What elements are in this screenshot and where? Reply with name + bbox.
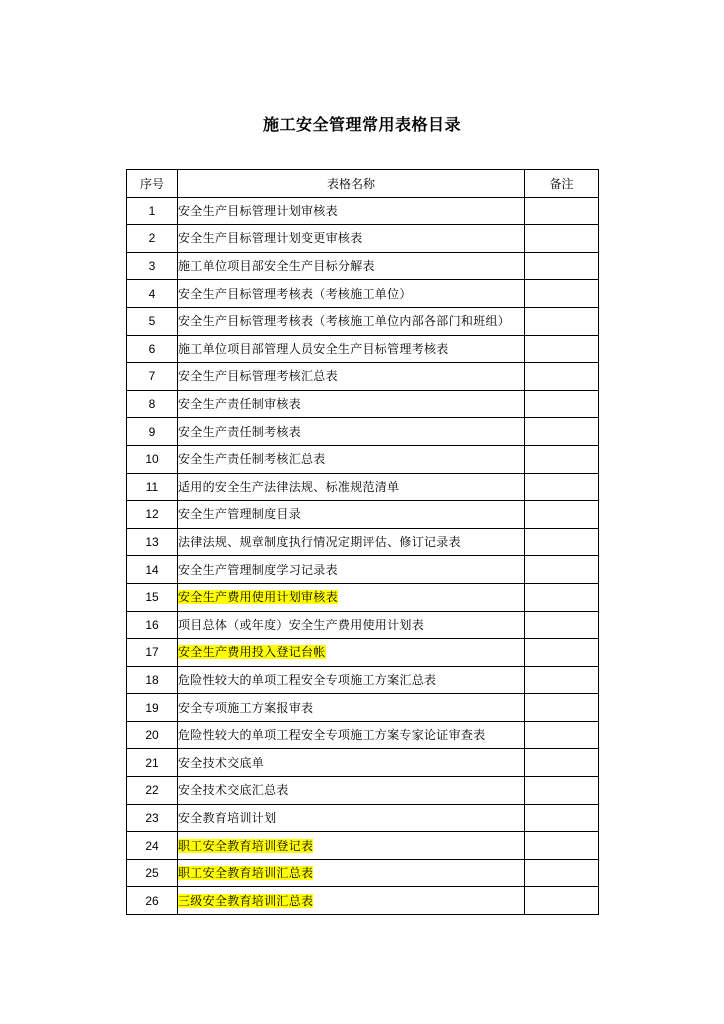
row-number: 9 xyxy=(127,418,178,446)
row-number: 26 xyxy=(127,887,178,915)
row-form-name-cell xyxy=(178,721,525,749)
row-form-name: 安全生产目标管理计划审核表 xyxy=(178,203,338,218)
row-note xyxy=(525,887,599,915)
table-row xyxy=(127,556,599,584)
row-form-name: 安全生产管理制度目录 xyxy=(178,507,302,522)
row-number: 10 xyxy=(127,445,178,473)
row-note xyxy=(525,777,599,805)
row-note xyxy=(525,363,599,391)
row-note xyxy=(525,390,599,418)
table-body xyxy=(127,197,599,914)
row-form-name-cell xyxy=(178,887,525,915)
row-form-name: 安全生产目标管理考核表（考核施工单位） xyxy=(178,286,412,301)
row-note xyxy=(525,473,599,501)
table-row xyxy=(127,307,599,335)
row-note xyxy=(525,445,599,473)
row-note xyxy=(525,832,599,860)
row-note xyxy=(525,197,599,225)
row-number: 16 xyxy=(127,611,178,639)
row-form-name: 三级安全教育培训汇总表 xyxy=(178,893,314,908)
row-form-name: 安全生产费用投入登记台帐 xyxy=(178,645,326,660)
row-form-name: 项目总体（或年度）安全生产费用使用计划表 xyxy=(178,617,425,632)
row-note xyxy=(525,721,599,749)
row-form-name-cell xyxy=(178,335,525,363)
row-number: 22 xyxy=(127,777,178,805)
row-form-name-cell xyxy=(178,363,525,391)
row-form-name-cell xyxy=(178,280,525,308)
row-number: 25 xyxy=(127,859,178,887)
table-row xyxy=(127,528,599,556)
row-form-name-cell xyxy=(178,804,525,832)
row-form-name-cell xyxy=(178,307,525,335)
row-form-name-cell xyxy=(178,694,525,722)
table-row xyxy=(127,418,599,446)
table-row xyxy=(127,694,599,722)
row-number: 5 xyxy=(127,307,178,335)
row-note xyxy=(525,749,599,777)
row-form-name: 安全专项施工方案报审表 xyxy=(178,700,314,715)
row-form-name: 危险性较大的单项工程安全专项施工方案汇总表 xyxy=(178,672,437,687)
row-number: 19 xyxy=(127,694,178,722)
table-row xyxy=(127,721,599,749)
row-form-name: 安全生产目标管理计划变更审核表 xyxy=(178,231,363,246)
row-number: 20 xyxy=(127,721,178,749)
row-note xyxy=(525,501,599,529)
row-note xyxy=(525,694,599,722)
table-row xyxy=(127,804,599,832)
row-form-name-cell xyxy=(178,749,525,777)
row-number: 11 xyxy=(127,473,178,501)
table-row xyxy=(127,363,599,391)
form-catalog-table xyxy=(126,169,599,915)
row-number: 14 xyxy=(127,556,178,584)
table-row xyxy=(127,225,599,253)
row-form-name: 施工单位项目部管理人员安全生产目标管理考核表 xyxy=(178,341,449,356)
row-form-name: 安全生产责任制考核表 xyxy=(178,424,302,439)
row-form-name: 安全技术交底汇总表 xyxy=(178,783,289,798)
row-note xyxy=(525,666,599,694)
table-row xyxy=(127,335,599,363)
row-form-name: 安全生产目标管理考核表（考核施工单位内部各部门和班组） xyxy=(178,314,511,329)
page-title: 施工安全管理常用表格目录 xyxy=(262,115,461,134)
row-number: 17 xyxy=(127,639,178,667)
row-number: 12 xyxy=(127,501,178,529)
table-row xyxy=(127,666,599,694)
row-note xyxy=(525,583,599,611)
row-form-name: 职工安全教育培训登记表 xyxy=(178,838,314,853)
row-number: 23 xyxy=(127,804,178,832)
row-note xyxy=(525,252,599,280)
row-number: 2 xyxy=(127,225,178,253)
row-form-name-cell xyxy=(178,225,525,253)
row-form-name-cell xyxy=(178,501,525,529)
row-note xyxy=(525,859,599,887)
row-form-name-cell xyxy=(178,611,525,639)
row-form-name-cell xyxy=(178,418,525,446)
row-form-name-cell xyxy=(178,528,525,556)
row-note xyxy=(525,639,599,667)
row-form-name: 法律法规、规章制度执行情况定期评估、修订记录表 xyxy=(178,535,461,550)
row-note xyxy=(525,804,599,832)
header-no: 序号 xyxy=(127,170,178,198)
row-note xyxy=(525,307,599,335)
row-number: 1 xyxy=(127,197,178,225)
row-number: 8 xyxy=(127,390,178,418)
row-form-name: 安全生产责任制审核表 xyxy=(178,397,302,412)
row-note xyxy=(525,335,599,363)
row-form-name: 适用的安全生产法律法规、标准规范清单 xyxy=(178,479,400,494)
row-note xyxy=(525,418,599,446)
row-form-name: 安全生产目标管理考核汇总表 xyxy=(178,369,338,384)
row-number: 21 xyxy=(127,749,178,777)
row-number: 13 xyxy=(127,528,178,556)
row-form-name-cell xyxy=(178,639,525,667)
table-row xyxy=(127,777,599,805)
table-row xyxy=(127,501,599,529)
row-form-name-cell xyxy=(178,859,525,887)
row-number: 3 xyxy=(127,252,178,280)
table-row xyxy=(127,252,599,280)
row-note xyxy=(525,611,599,639)
header-name: 表格名称 xyxy=(178,170,525,198)
row-form-name: 施工单位项目部安全生产目标分解表 xyxy=(178,259,375,274)
row-note xyxy=(525,528,599,556)
row-form-name-cell xyxy=(178,583,525,611)
row-number: 6 xyxy=(127,335,178,363)
table-row xyxy=(127,887,599,915)
table-row xyxy=(127,611,599,639)
row-note xyxy=(525,556,599,584)
header-note: 备注 xyxy=(525,170,599,198)
row-form-name: 安全生产费用使用计划审核表 xyxy=(178,590,338,605)
table-row xyxy=(127,639,599,667)
table-row xyxy=(127,749,599,777)
row-note xyxy=(525,225,599,253)
table-row xyxy=(127,583,599,611)
row-form-name: 职工安全教育培训汇总表 xyxy=(178,866,314,881)
table-row xyxy=(127,473,599,501)
row-form-name-cell xyxy=(178,197,525,225)
table-row xyxy=(127,197,599,225)
row-form-name: 安全教育培训计划 xyxy=(178,810,277,825)
row-form-name-cell xyxy=(178,252,525,280)
row-form-name-cell xyxy=(178,473,525,501)
row-form-name-cell xyxy=(178,666,525,694)
row-number: 18 xyxy=(127,666,178,694)
row-form-name-cell xyxy=(178,832,525,860)
row-form-name-cell xyxy=(178,556,525,584)
row-number: 15 xyxy=(127,583,178,611)
row-form-name-cell xyxy=(178,777,525,805)
row-form-name: 安全生产管理制度学习记录表 xyxy=(178,562,338,577)
table-header-row xyxy=(127,170,599,198)
table-row xyxy=(127,832,599,860)
row-form-name-cell xyxy=(178,390,525,418)
row-number: 7 xyxy=(127,363,178,391)
row-number: 4 xyxy=(127,280,178,308)
row-form-name: 危险性较大的单项工程安全专项施工方案专家论证审查表 xyxy=(178,728,486,743)
table-row xyxy=(127,445,599,473)
row-form-name: 安全技术交底单 xyxy=(178,755,265,770)
table-row xyxy=(127,280,599,308)
row-form-name-cell xyxy=(178,445,525,473)
row-form-name: 安全生产责任制考核汇总表 xyxy=(178,452,326,467)
row-number: 24 xyxy=(127,832,178,860)
table-row xyxy=(127,859,599,887)
table-row xyxy=(127,390,599,418)
row-note xyxy=(525,280,599,308)
